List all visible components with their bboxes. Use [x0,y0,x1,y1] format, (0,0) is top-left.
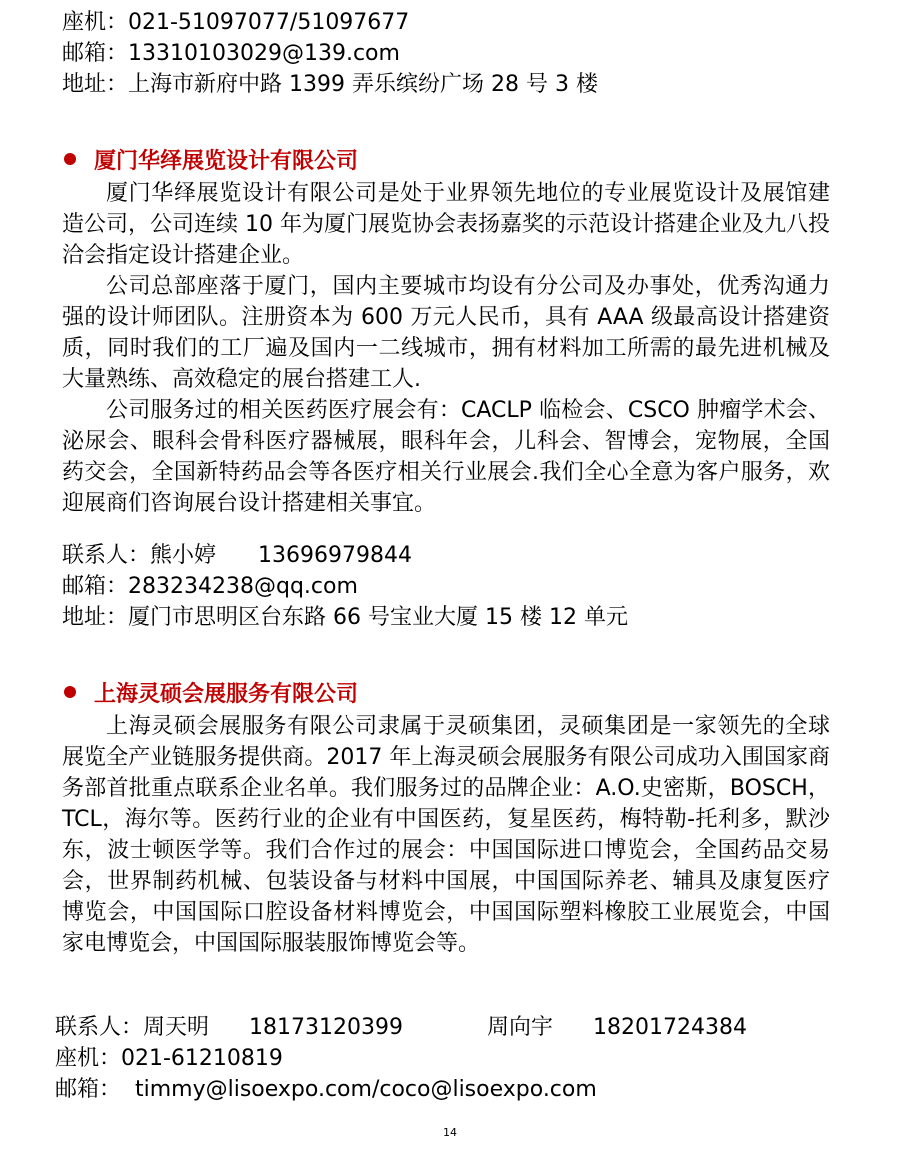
company2-contacts [55,1013,747,1043]
company1-address: 地址：厦门市思明区台东路 66 号宝业大厦 15 楼 12 单元 [62,605,628,630]
company1-contact-label: 联系人：熊小婷 [62,543,217,568]
company1-para2: 公司总部座落于厦门，国内主要城市均设有分公司及办事处，优秀沟通力强的设计师团队。注册资本为 600 万元人民币，具有 AAA 级最高设计搭建资质，同时我们的工厂遍及国内一二线城市，拥有材料加工所需的最先进机械及大量熟练、高效稳定的展台搭建工人. [62,274,830,392]
company2-heading [64,680,358,710]
company1-email: 邮箱：283234238@qq.com [62,574,358,599]
bullet-icon [64,686,76,698]
company2-contact2-phone: 18201724384 [593,1015,747,1040]
company1-heading [64,147,358,177]
company2-email: 邮箱： timmy@lisoexpo.com/coco@lisoexpo.com [55,1077,597,1102]
page-number: 14 [443,1126,457,1139]
company2-contact1-phone: 18173120399 [249,1015,403,1040]
top-address: 地址：上海市新府中路 1399 弄乐缤纷广场 28 号 3 楼 [62,72,598,97]
top-email: 邮箱：13310103029@139.com [62,41,400,66]
company1-para1: 厦门华绎展览设计有限公司是处于业界领先地位的专业展览设计及展馆建造公司，公司连续 10 年为厦门展览协会表扬嘉奖的示范设计搭建企业及九八投洽会指定设计搭建企业。 [62,181,830,268]
top-phone: 座机：021-51097077/51097677 [62,10,410,35]
company1-contact-phone: 13696979844 [258,543,412,568]
company1-contact [62,541,412,571]
company2-contact2-name: 周向宇 [486,1015,553,1040]
company1-name: 厦门华绎展览设计有限公司 [94,149,359,174]
company2-name: 上海灵硕会展服务有限公司 [94,682,359,707]
bullet-icon [64,153,76,165]
company2-contact1-label: 联系人：周天明 [55,1015,210,1040]
company2-phone: 座机：021-61210819 [55,1046,283,1071]
company1-para3: 公司服务过的相关医药医疗展会有：CACLP 临检会、CSCO 肿瘤学术会、泌尿会、眼科会骨科医疗器械展，眼科年会，儿科会、智博会，宠物展，全国药交会，全国新特药品会等各医疗相关行业展会.我们全心全意为客户服务，欢迎展商们咨询展台设计搭建相关事宜。 [62,398,830,516]
company2-para1: 上海灵硕会展服务有限公司隶属于灵硕集团，灵硕集团是一家领先的全球展览全产业链服务提供商。2017 年上海灵硕会展服务有限公司成功入围国家商务部首批重点联系企业名单。我们服务过的品牌企业：A.O.史密斯，BOSCH，TCL，海尔等。医药行业的企业有中国医药，复星医药，梅特勒-托利多，默沙东，波士顿医学等。我们合作过的展会：中国国际进口博览会，全国药品交易会，世界制药机械、包装设备与材料中国展，中国国际养老、辅具及康复医疗博览会，中国国际口腔设备材料博览会，中国国际塑料橡胶工业展览会，中国家电博览会，中国国际服装服饰博览会等。 [62,714,830,956]
